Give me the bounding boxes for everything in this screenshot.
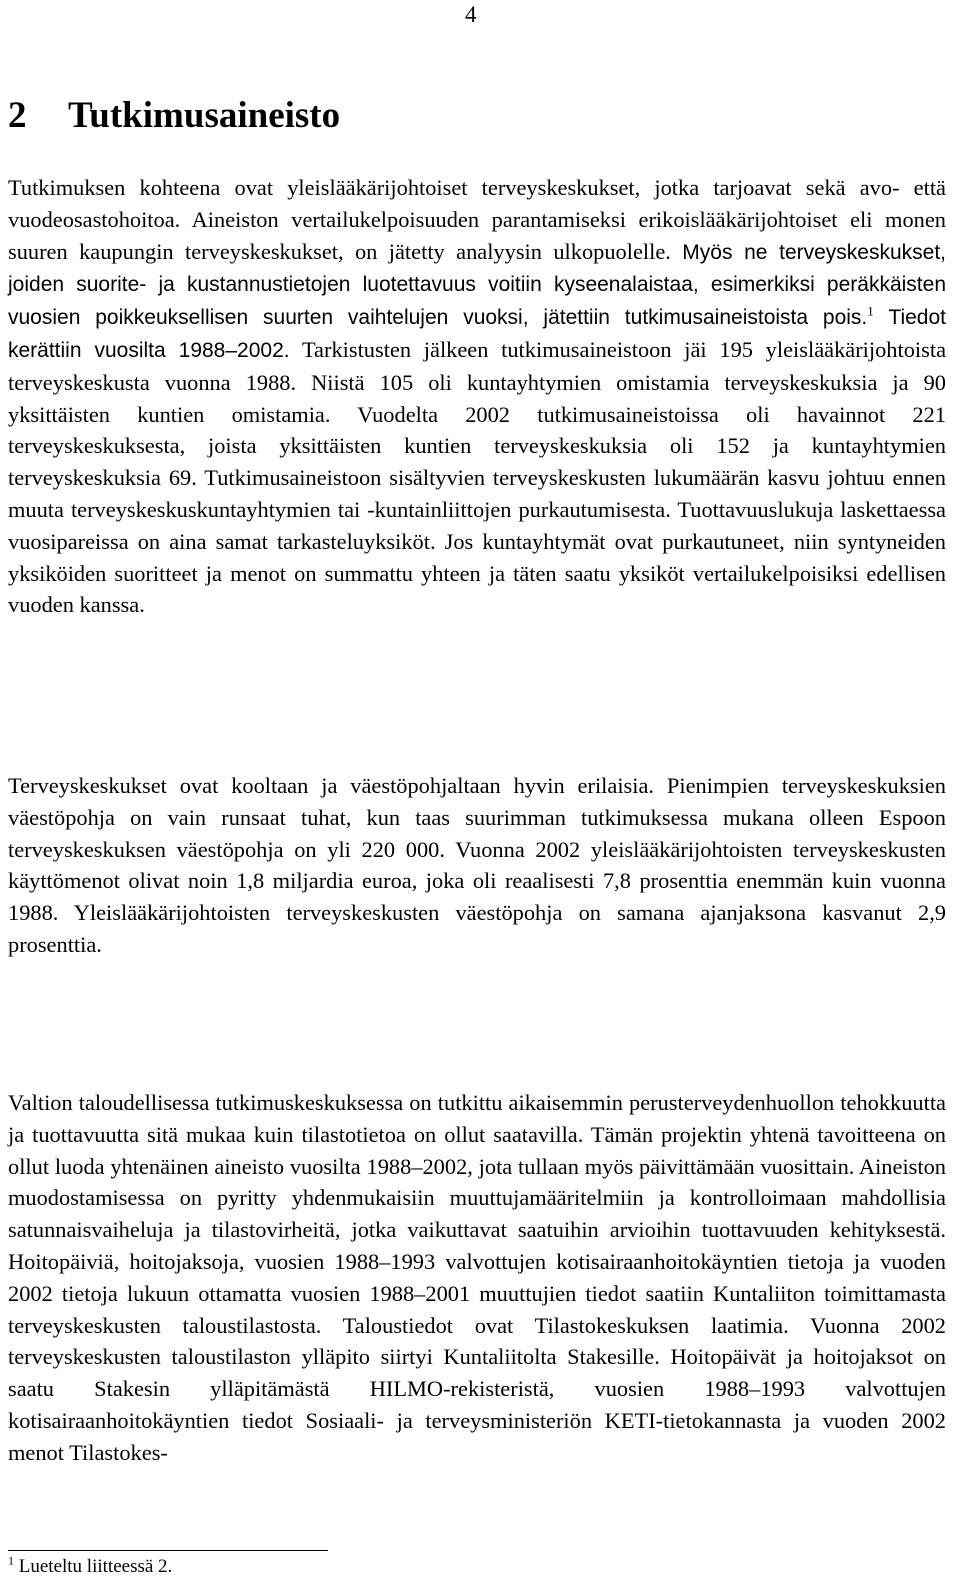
footnote-number: 1: [8, 1553, 14, 1568]
page-number: 4: [465, 2, 477, 27]
paragraph-1: [8, 172, 946, 621]
paragraph-2-text: Terveyskeskukset ovat kooltaan ja väestöpohjaltaan hyvin erilaisia. Pienimpien terveyskeskuksien väestöpohja on vain runsaat tuhat, kun taas suurimman tutkimuksessa mukana olleen Espoon terveyskeskuksen väestöpohja on yli 220 000. Vuonna 2002 yleislääkärijohtoisten terveyskeskusten käyttömenot olivat noin 1,8 miljardia euroa, joka oli reaalisesti 7,8 prosenttia enemmän kuin vuonna 1988. Yleislääkärijohtoisten terveyskeskusten väestöpohja on samana ajanjaksona kasvanut 2,9 prosenttia.: [8, 773, 946, 957]
paragraph-3: [8, 1087, 946, 1469]
paragraph-1-text-d: Tarkistusten jälkeen tutkimusaineistoon jäi 195 yleislääkärijohtoista terveyskeskusta vuonna 1988. Niistä 105 oli kuntayhtymien omistamia terveyskeskuksia ja 90 yksittäisten kuntien omistamia. Vuodelta 2002 tutkimusaineistoissa oli havainnot 221 terveyskeskuksesta, joista yksittäisten kuntien terveyskeskuksia oli 152 ja kuntayhtymien terveyskeskuksia 69. Tutkimusaineistoon sisältyvien terveyskeskusten lukumäärän kasvu johtuu ennen muuta terveyskeskuskuntayhtymien tai -kuntainliittojen purkautumisesta. Tuottavuuslukuja laskettaessa vuosipareissa on aina samat tarkasteluyksiköt. Jos kuntayhtymät ovat purkautuneet, niin syntyneiden yksiköiden suoritteet ja menot on summattu yhteen ja täten saatu yksiköt vertailukelpoisiksi edellisen vuoden kanssa.: [8, 336, 947, 618]
section-heading: [8, 94, 340, 137]
paragraph-1-text-c: Tiedot kerättiin vuosilta 1988–2002.: [8, 306, 946, 362]
paragraph-1-text-a: Tutkimuksen kohteena ovat yleislääkärijohtoiset terveyskeskukset, jotka tarjoavat sekä avo- että vuodeosastohoitoa. Aineiston vertailukelpoisuuden parantamiseksi erikoislääkärijohtoiset eli monen suuren kaupungin terveyskeskukset, on jätetty analyysin ulkopuolelle.: [8, 175, 946, 264]
footnote-reference[interactable]: 1: [867, 303, 874, 319]
section-title: Tutkimusaineisto: [68, 95, 341, 136]
section-number: 2: [8, 95, 27, 136]
footnote: [8, 1553, 173, 1578]
footnote-divider: [8, 1550, 328, 1551]
paragraph-3-text: Valtion taloudellisessa tutkimuskeskuksessa on tutkittu aikaisemmin perusterveydenhuollon tehokkuutta ja tuottavuutta sitä mukaa kuin tilastotietoa on ollut saatavilla. Tämän projektin yhtenä tavoitteena on ollut luoda yhtenäinen aineisto vuosilta 1988–2002, jota tullaan myös päivittämään vuosittain. Aineiston muodostamisessa on pyritty yhdenmukaisiin muuttujamääritelmiin ja kontrolloimaan mahdollisia satunnaisvaiheluja ja tilastovirheitä, jotka vaikuttavat saatuihin arvioihin tuottavuuden kehityksestä. Hoitopäiviä, hoitojaksoja, vuosien 1988–1993 valvottujen kotisairaanhoitokäyntien tietoja ja vuoden 2002 tietoja lukuun ottamatta vuosien 1988–2001 muuttujien tiedot saatiin Kuntaliiton toimittamasta terveyskeskusten taloustilastosta. Taloustiedot ovat Tilastokeskuksen laatimia. Vuonna 2002 terveyskeskusten taloustilaston ylläpito siirtyi Kuntaliitolta Stakesille. Hoitopäivät ja hoitojaksot on saatu Stakesin ylläpitämästä HILMO-rekisteristä, vuosien 1988–1993 valvottujen kotisairaanhoitokäyntien tiedot Sosiaali- ja terveysministeriön KETI-tietokannasta ja vuoden 2002 menot Tilastokes-: [8, 1090, 946, 1465]
paragraph-1-text-b: Myös ne terveyskeskukset, joiden suorite- ja kustannustietojen luotettavuus voitiin kyseenalaistaa, esimerkiksi peräkkäisten vuosien poikkeuksellisen suurten vaihtelujen vuoksi, jätettiin tutkimusaineistoista pois.: [8, 240, 946, 330]
paragraph-2: [8, 770, 946, 961]
footnote-text: Lueteltu liitteessä 2.: [18, 1556, 173, 1577]
